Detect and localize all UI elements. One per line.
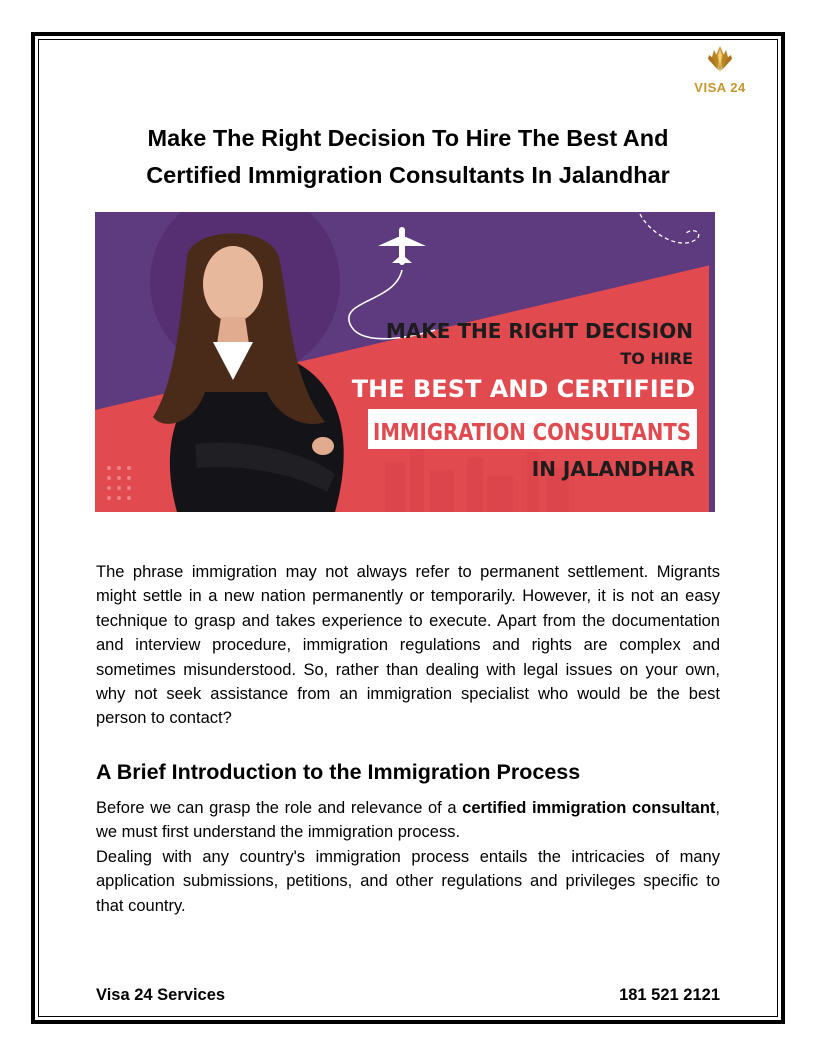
section-paragraph-2: Dealing with any country's immigration process entails the intricacies of many application submissions, petitions, and other regulations and privileges specific to that country.: [96, 848, 720, 915]
footer-company: Visa 24 Services: [96, 986, 226, 1004]
banner-line-3: THE BEST AND CERTIFIED: [351, 375, 695, 403]
footer-phone: 181 521 2121: [619, 986, 720, 1004]
visa24-logo: [688, 44, 752, 96]
title-line-1: Make The Right Decision To Hire The Best And: [147, 125, 669, 151]
banner-line-2: TO HIRE: [620, 349, 693, 368]
intro-paragraph: The phrase immigration may not always refer to permanent settlement. Migrants might settle in a new nation permanently or temporarily. However, it is not an easy technique to grasp and takes experience to execute. Apart from the documentation and interview procedure, immigration regulations and rights are complex and sometimes misunderstood. So, rather than dealing with legal issues on your own, why not seek assistance from an immigration specialist who would be the best person to contact?: [96, 563, 720, 728]
page-footer: [96, 986, 720, 1010]
section-paragraph-1: [96, 796, 720, 845]
hero-banner: [95, 212, 715, 512]
certified-consultant-bold: certified immigration consultant: [462, 799, 716, 817]
banner-line-5: IN JALANDHAR: [531, 457, 695, 481]
title-line-2: Certified Immigration Consultants In Jalandhar: [146, 162, 670, 188]
crown-diamond-icon: [705, 44, 735, 74]
banner-right-strip: [709, 212, 715, 512]
hero-banner-graphic: [95, 212, 715, 512]
banner-line-4: IMMIGRATION CONSULTANTS: [373, 420, 691, 446]
svg-text:MAKE THE RIGHT DECISION: [386, 319, 693, 343]
logo-text: VISA 24: [694, 80, 746, 95]
section-heading: A Brief Introduction to the Immigration Process: [96, 760, 581, 784]
banner-line-1-bold: RIGHT DECISION: [508, 319, 693, 343]
p2-text-after: , we must first understand the immigration process.: [96, 799, 721, 842]
page-title: [96, 120, 720, 194]
p2-text-before: Before we can grasp the role and relevance of a: [96, 799, 463, 817]
banner-line-1-prefix: MAKE THE: [385, 319, 509, 343]
